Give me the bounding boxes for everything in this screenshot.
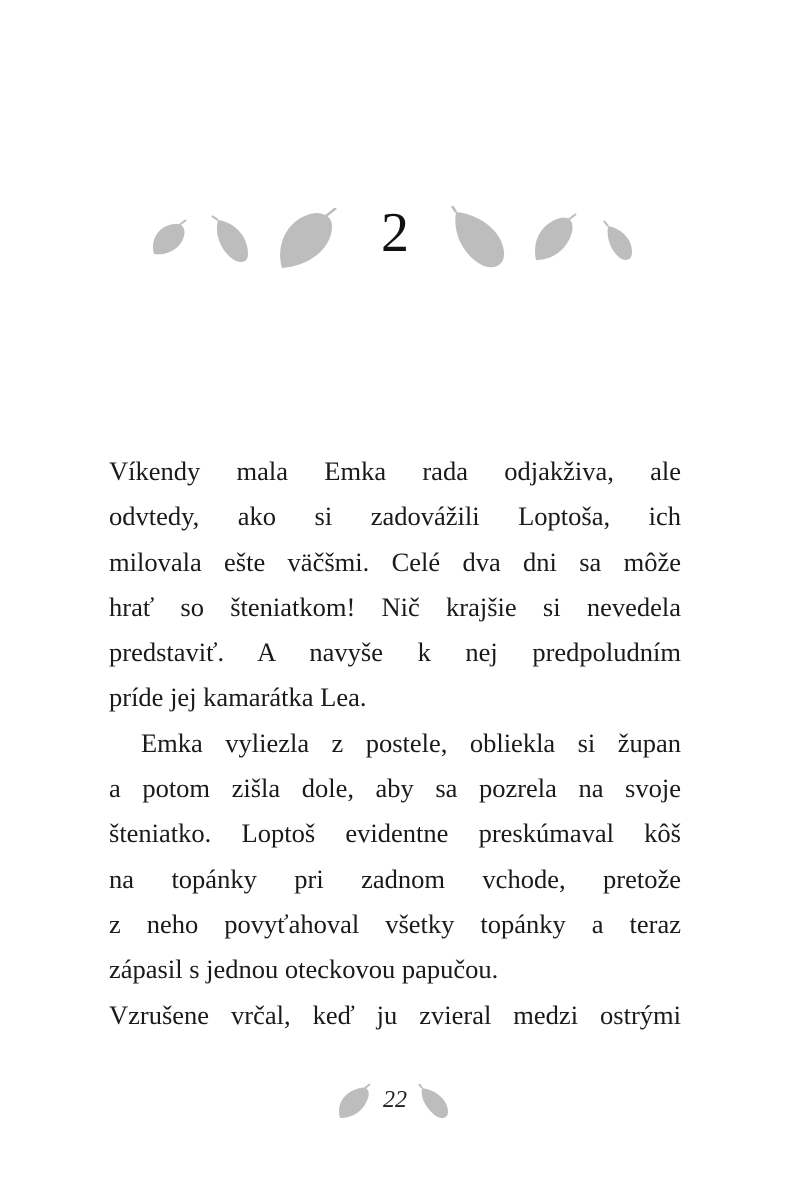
text-line: príde jej kamarátka Lea. [109,682,367,713]
paragraph [109,721,681,1038]
text-line: milovala ešte väčšmi. Celé dva dni sa môže [109,546,681,577]
chapter-number: 2 [381,202,409,264]
leaf-icon [276,208,340,272]
leaf-icon [418,1084,452,1120]
leaf-icon [210,214,252,266]
text-line: Víkendy mala Emka rada odjakživa, ale [109,456,681,486]
page-footer [0,1078,789,1122]
text-line: na topánky pri zadnom vchode, pretože [109,863,681,894]
page-number: 22 [383,1087,407,1113]
body-text [109,449,681,1038]
text-line: predstaviť. A navyše k nej predpoludním [109,637,681,668]
leaf-icon [602,220,636,262]
text-line: šteniatko. Loptoš evidentne preskúmaval kôš [109,818,681,849]
text-line: zápasil s jednou oteckovou papučou. [109,954,499,985]
text-line: hrať so šteniatkom! Nič krajšie si nevedela [109,591,681,622]
text-line: z neho povyťahoval všetky topánky a teraz [109,908,681,939]
leaf-icon [148,218,190,260]
text-line: a potom zišla dole, aby sa pozrela na svoje [109,773,681,804]
leaf-icon [530,212,578,264]
text-line: odvtedy, ako si zadovážili Loptoša, ich [109,501,681,532]
leaf-icon [450,206,508,272]
text-line: Emka vyliezla z postele, obliekla si župan [141,727,681,758]
leaf-icon [336,1084,372,1122]
paragraph [109,449,681,721]
text-line: Vzrušene vrčal, keď ju zvieral medzi ostrými [109,999,681,1030]
